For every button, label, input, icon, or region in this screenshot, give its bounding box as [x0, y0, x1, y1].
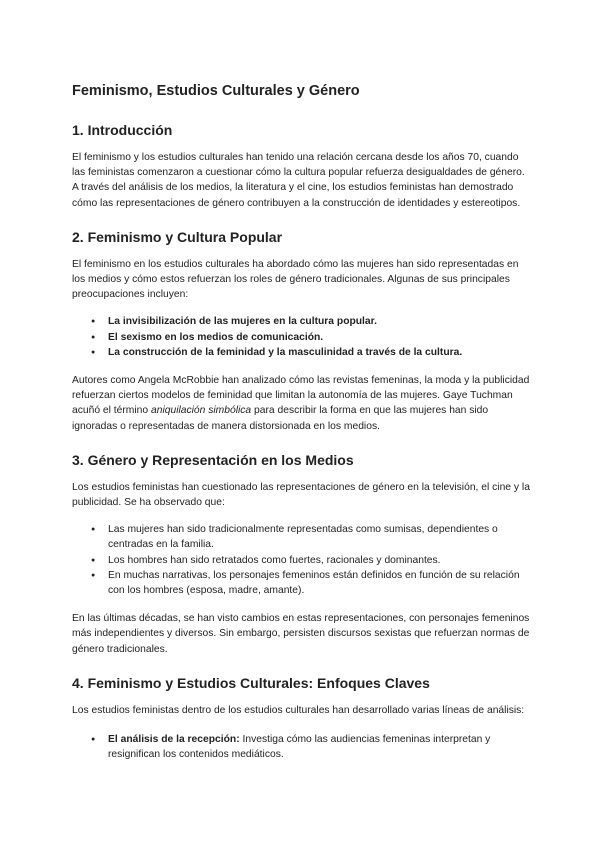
section-representacion-medios [72, 451, 532, 657]
list-item [108, 732, 532, 762]
list-item: ● El sexismo en los medios de comunicación. [108, 330, 532, 345]
list-item-text: Investiga cómo las audiencias femeninas interpretan y resignifican los contenidos mediáticos. [108, 734, 491, 761]
list-item: ● La invisibilización de las mujeres en la cultura popular. [108, 314, 532, 329]
paragraph: El feminismo en los estudios culturales ha abordado cómo las mujeres han sido representadas en los medios y cómo estos refuerzan los roles de género tradicionales. Algunas de sus principales preocupaciones incluyen: [72, 258, 519, 301]
list-item: ● En muchas narrativas, los personajes femeninos están definidos en función de su relación con los hombres (esposa, madre, amante). [108, 568, 532, 598]
list-item: ● Los hombres han sido retratados como fuertes, racionales y dominantes. [108, 553, 532, 568]
paragraph-text: Autores como Angela McRobbie han analizado cómo las revistas femeninas, la moda y la publicidad refuerzan ciertos modelos de feminidad que limitan la autonomía de las mujeres. Gaye Tuchman acuñó el término [72, 375, 530, 417]
paragraph: Los estudios feministas dentro de los estudios culturales han desarrollado varias líneas de análisis: [72, 704, 525, 716]
list-item-label: El análisis de la recepción: [108, 734, 240, 746]
paragraph [72, 373, 532, 434]
emphasized-term: aniquilación simbólica [151, 405, 252, 417]
section-heading: 1. Introducción [72, 122, 173, 138]
bullet-list [72, 732, 532, 762]
bullet-list [72, 522, 532, 598]
section-heading: 2. Feminismo y Cultura Popular [72, 228, 283, 245]
section-introduccion [72, 121, 532, 211]
document-page [72, 82, 532, 775]
section-heading: 3. Género y Representación en los Medios [72, 451, 354, 468]
section-enfoques-claves [72, 674, 532, 763]
paragraph-text: para describir la forma en que las mujeres han sido ignoradas o representadas de manera distorsionada en los medios. [72, 405, 489, 432]
section-heading: 4. Feminismo y Estudios Culturales: Enfoques Claves [72, 674, 430, 691]
paragraph: Los estudios feministas han cuestionado las representaciones de género en la televisión, el cine y la publicidad. Se ha observado que: [72, 481, 530, 509]
paragraph: El feminismo y los estudios culturales han tenido una relación cercana desde los años 70, cuando las feministas comenzaron a cuestionar cómo la cultura popular refuerza desigualdades de género. A través del análisis de los medios, la literatura y el cine, los estudios feministas han demostrado cómo las representaciones de género contribuyen a la construcción de identidades y estereotipos. [72, 152, 525, 209]
list-item: ● Las mujeres han sido tradicionalmente representadas como sumisas, dependientes o centradas en la familia. [108, 522, 532, 552]
paragraph: En las últimas décadas, se han visto cambios en estas representaciones, con personajes femeninos más independientes y diversos. Sin embargo, persisten discursos sexistas que refuerzan normas de género tradicionales. [72, 613, 530, 655]
section-cultura-popular [72, 228, 532, 434]
bullet-list [72, 314, 532, 360]
list-item: ● La construcción de la feminidad y la masculinidad a través de la cultura. [108, 345, 532, 360]
document-title: Feminismo, Estudios Culturales y Género [72, 83, 360, 99]
